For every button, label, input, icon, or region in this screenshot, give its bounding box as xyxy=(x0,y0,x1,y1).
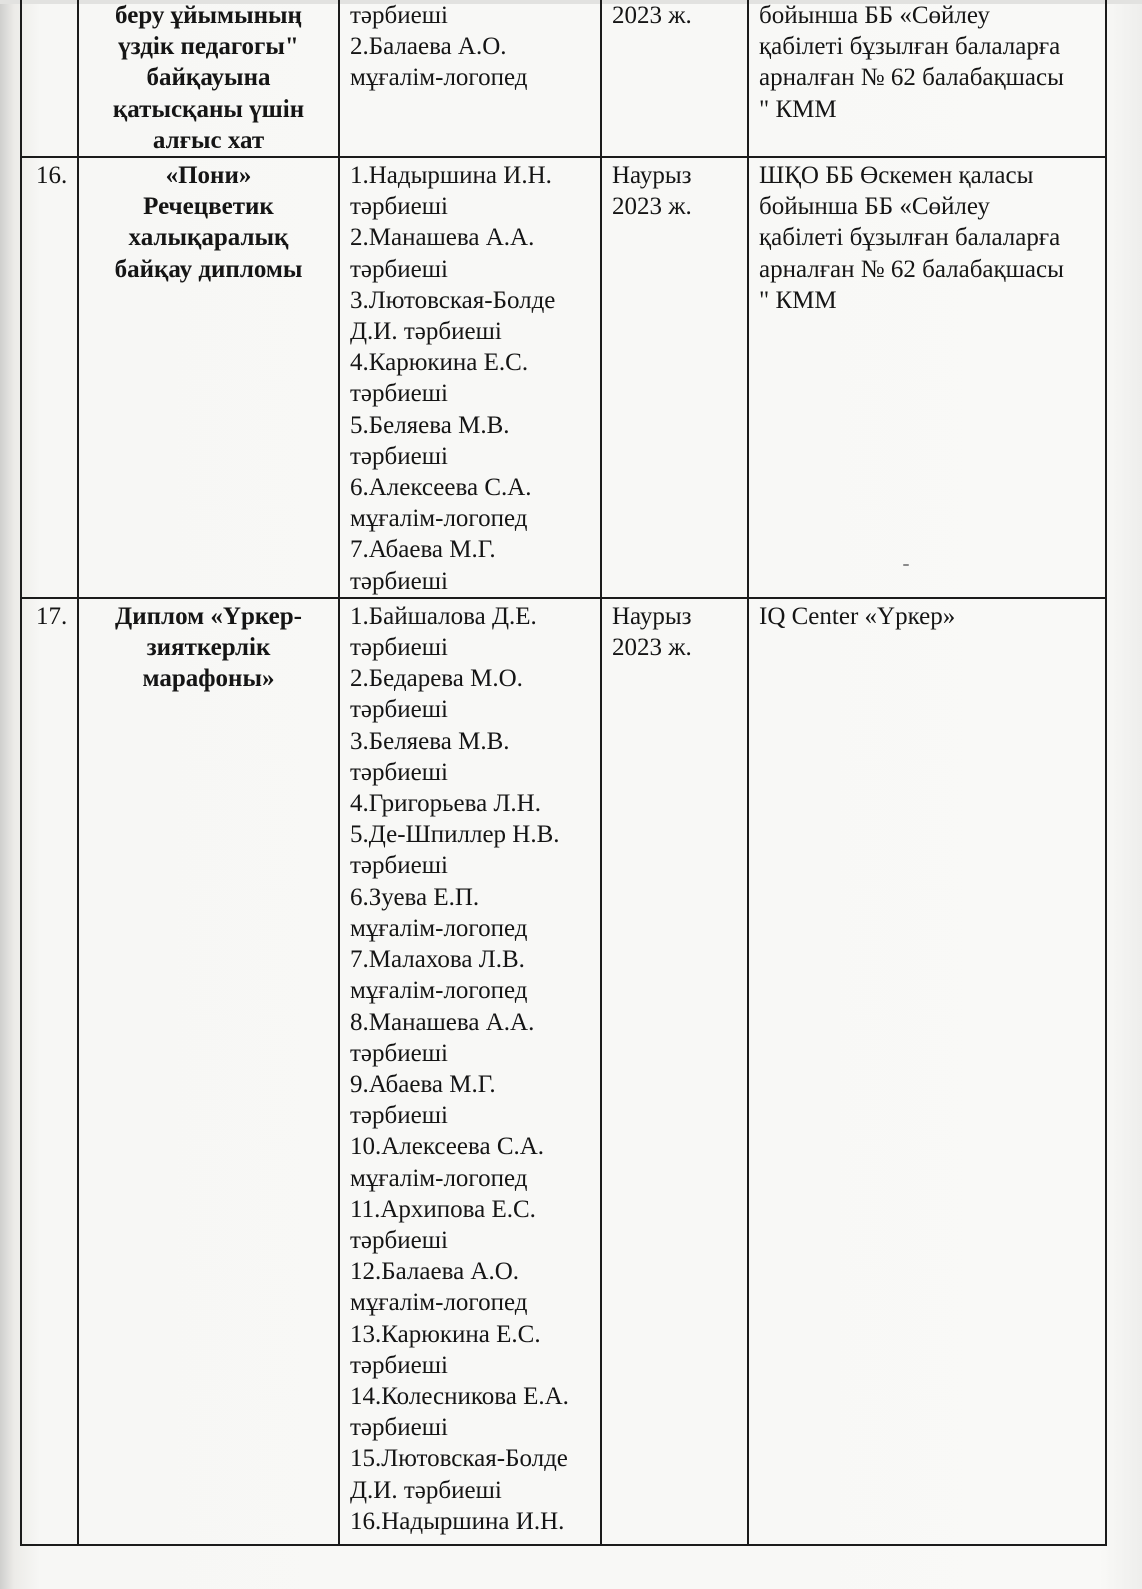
participant-line: 14.Колесникова Е.А. xyxy=(350,1382,569,1410)
participant-line: 5.Де-Шпиллер Н.В. xyxy=(350,821,560,849)
participant-line: 4.Григорьева Л.Н. xyxy=(350,790,541,818)
award-title-line: байқау дипломы xyxy=(114,255,303,283)
participant-line: мұғалім-логопед xyxy=(350,505,528,533)
participant-line: 7.Малахова Л.В. xyxy=(350,946,525,974)
date-line: Наурыз xyxy=(612,162,692,190)
participant-line: тәрбиеші xyxy=(350,634,448,662)
participant-line: 6.Зуева Е.П. xyxy=(350,883,480,911)
award-title-line: байқауына xyxy=(146,64,271,92)
participant-line: тәрбиеші xyxy=(350,1226,448,1254)
participant-line: тәрбиеші xyxy=(350,852,448,880)
participant-line: 9.Абаева М.Г. xyxy=(350,1070,496,1098)
organizer-line: бойынша ББ «Сөйлеу xyxy=(759,193,990,221)
participant-line: тәрбиеші xyxy=(350,758,448,786)
participant-line: 2.Бедарева М.О. xyxy=(350,665,523,693)
award-title-line: қатысқаны үшін xyxy=(112,95,305,123)
organizer-cell xyxy=(748,598,1106,1545)
participant-line: 7.Абаева М.Г. xyxy=(350,536,496,564)
table-row xyxy=(21,157,1106,598)
participant-line: тәрбиеші xyxy=(350,567,448,595)
date-line: 2023 ж. xyxy=(612,193,692,221)
participant-line: тәрбиеші xyxy=(350,696,448,724)
participant-line: тәрбиеші xyxy=(350,2,448,29)
award-title-line: Диплом «Үркер- xyxy=(115,602,302,630)
participant-line: 13.Карюкина Е.С. xyxy=(350,1320,541,1348)
organizer-line: қабілеті бұзылған балаларға xyxy=(759,224,1061,252)
date-cell xyxy=(601,157,748,598)
awards-table xyxy=(20,0,1107,1546)
scan-speck xyxy=(903,564,909,566)
participant-line: 16.Надыршина И.Н. xyxy=(350,1507,565,1535)
organizer-cell xyxy=(748,157,1106,598)
participant-line: тәрбиеші xyxy=(350,442,448,470)
participant-line: 12.Балаева А.О. xyxy=(350,1258,520,1286)
award-title-line: Речецветик xyxy=(143,193,274,221)
participant-line: 2.Манашева А.А. xyxy=(350,224,535,252)
date-cell xyxy=(601,0,748,157)
row-number-cell xyxy=(21,598,78,1545)
participant-line: тәрбиеші xyxy=(350,380,448,408)
participant-line: Д.И. тәрбиеші xyxy=(350,318,502,346)
participant-line: 1.Надыршина И.Н. xyxy=(350,162,552,190)
organizer-line: " КММ xyxy=(759,286,837,314)
award-title-line: марафоны» xyxy=(142,665,275,693)
organizer-line: арналған № 62 балабақшасы xyxy=(759,255,1064,283)
award-title-line: алғыс хат xyxy=(152,126,265,154)
participant-line: тәрбиеші xyxy=(350,1351,448,1379)
organizer-line: қабілеті бұзылған балаларға xyxy=(759,33,1061,61)
participant-line: мұғалім-логопед xyxy=(350,914,528,942)
table-row xyxy=(21,0,1106,157)
date-line: Наурыз xyxy=(612,602,692,630)
award-title-cell xyxy=(78,0,339,157)
participant-line: 15.Лютовская-Болде xyxy=(350,1445,568,1473)
participant-line: 8.Манашева А.А. xyxy=(350,1008,535,1036)
award-title-line: «Пони» xyxy=(165,162,252,190)
organizer-line: бойынша ББ «Сөйлеу xyxy=(759,2,990,29)
participant-line: тәрбиеші xyxy=(350,1039,448,1067)
participant-line: 6.Алексеева С.А. xyxy=(350,474,532,502)
date-cell xyxy=(601,598,748,1545)
table-row xyxy=(21,598,1106,1545)
date-line: 2023 ж. xyxy=(612,2,692,29)
participant-line: 1.Байшалова Д.Е. xyxy=(350,602,537,630)
participants-cell xyxy=(339,0,601,157)
row-number-cell xyxy=(21,157,78,598)
organizer-line: IQ Center «Үркер» xyxy=(759,602,956,630)
award-title-line: халықаралық xyxy=(128,224,289,252)
row-number: 16. xyxy=(36,162,68,190)
participant-line: Д.И. тәрбиеші xyxy=(350,1476,502,1504)
award-title-cell xyxy=(78,157,339,598)
row-number: 17. xyxy=(36,602,68,630)
participants-cell xyxy=(339,157,601,598)
participant-line: 3.Беляева М.В. xyxy=(350,727,510,755)
participant-line: тәрбиеші xyxy=(350,1414,448,1442)
organizer-line: " КММ xyxy=(759,95,837,123)
participant-line: тәрбиеші xyxy=(350,1102,448,1130)
participants-cell xyxy=(339,598,601,1545)
participant-line: 2.Балаева А.О. xyxy=(350,33,507,61)
participant-line: мұғалім-логопед xyxy=(350,1289,528,1317)
participant-line: мұғалім-логопед xyxy=(350,64,528,92)
row-number-cell xyxy=(21,0,78,157)
participant-line: мұғалім-логопед xyxy=(350,977,528,1005)
organizer-cell xyxy=(748,0,1106,157)
award-title-line: беру ұйымының xyxy=(115,2,302,29)
participant-line: 5.Беляева М.В. xyxy=(350,411,510,439)
organizer-line: арналған № 62 балабақшасы xyxy=(759,64,1064,92)
award-title-line: үздік педагогы" xyxy=(118,33,299,61)
date-line: 2023 ж. xyxy=(612,634,692,662)
participant-line: 10.Алексеева С.А. xyxy=(350,1133,545,1161)
participant-line: 4.Карюкина Е.С. xyxy=(350,349,529,377)
participant-line: 3.Лютовская-Болде xyxy=(350,286,556,314)
participant-line: тәрбиеші xyxy=(350,255,448,283)
participant-line: тәрбиеші xyxy=(350,193,448,221)
award-title-line: зияткерлік xyxy=(146,634,271,662)
participant-line: мұғалім-логопед xyxy=(350,1164,528,1192)
award-title-cell xyxy=(78,598,339,1545)
participant-line: 11.Архипова Е.С. xyxy=(350,1195,536,1223)
organizer-line: ШҚО ББ Өскемен қаласы xyxy=(759,162,1034,190)
